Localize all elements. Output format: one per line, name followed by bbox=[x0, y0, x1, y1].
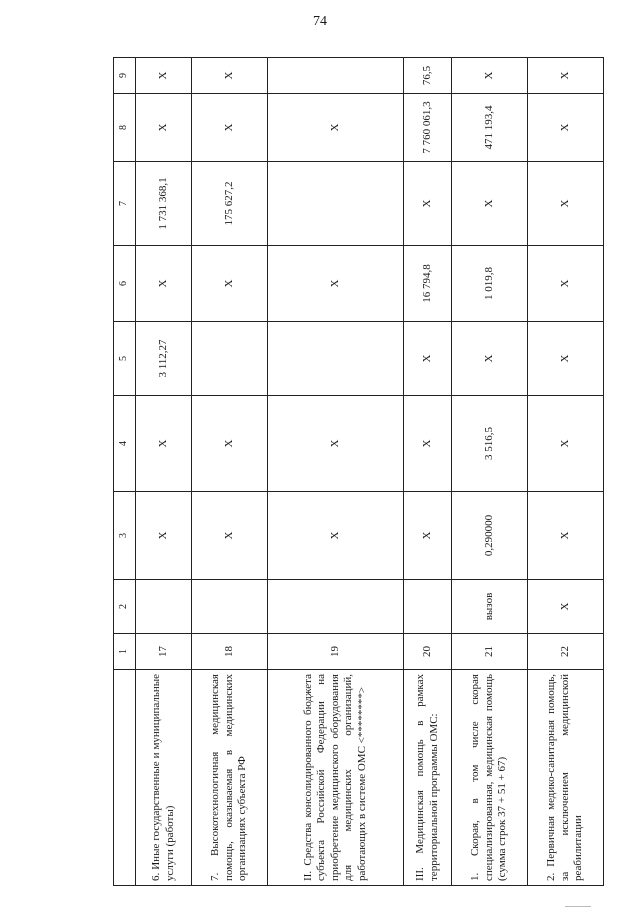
table-cell: X bbox=[268, 396, 404, 492]
table-cell: X bbox=[528, 396, 604, 492]
table-cell bbox=[268, 580, 404, 634]
table-cell: X bbox=[528, 162, 604, 246]
header-cell: 4 bbox=[114, 396, 136, 492]
table-cell bbox=[136, 580, 192, 634]
table-row bbox=[404, 58, 452, 886]
table-cell: X bbox=[268, 94, 404, 162]
page-edge-mark bbox=[565, 906, 591, 907]
table-cell: X bbox=[268, 492, 404, 580]
table-container bbox=[113, 58, 585, 886]
table-cell: 1 731 368,1 bbox=[136, 162, 192, 246]
page-number: 74 bbox=[313, 14, 327, 29]
table-cell: 19 bbox=[268, 634, 404, 670]
header-cell: 5 bbox=[114, 322, 136, 396]
table-cell: 3 112,27 bbox=[136, 322, 192, 396]
header-cell: 3 bbox=[114, 492, 136, 580]
header-cell: 6 bbox=[114, 246, 136, 322]
table-cell: X bbox=[528, 322, 604, 396]
table-cell: 17 bbox=[136, 634, 192, 670]
table-cell: X bbox=[404, 162, 452, 246]
header-cell bbox=[114, 670, 136, 886]
row-name-cell: 6. Иные государственные и муниципальные услуги (работы) bbox=[136, 670, 192, 886]
column-number-row bbox=[114, 58, 136, 886]
table-cell: X bbox=[528, 94, 604, 162]
table-cell: X bbox=[452, 322, 528, 396]
table-cell: 16 794,8 bbox=[404, 246, 452, 322]
table-cell: 1 019,8 bbox=[452, 246, 528, 322]
header-cell: 7 bbox=[114, 162, 136, 246]
rotated-table-frame bbox=[113, 58, 585, 886]
row-name-cell: III. Медицинская помощь в рамках территориальной программы ОМС: bbox=[404, 670, 452, 886]
table-cell: 21 bbox=[452, 634, 528, 670]
table-cell: X bbox=[136, 396, 192, 492]
table-cell: вызов bbox=[452, 580, 528, 634]
table-cell: 175 627,2 bbox=[192, 162, 268, 246]
table-cell: X bbox=[136, 58, 192, 94]
table-cell: 7 760 061,3 bbox=[404, 94, 452, 162]
row-name-cell: 2. Первичная медико-санитарная помощь, за исключением медицинской реабилитации bbox=[528, 670, 604, 886]
table-cell: X bbox=[528, 492, 604, 580]
header-cell: 9 bbox=[114, 58, 136, 94]
table-cell: 22 bbox=[528, 634, 604, 670]
row-name-cell: II. Средства консолидированного бюджета субъекта Российской Федерации на приобретение медицинского оборудования для медицинских организаций, работающих в системе ОМС <********> bbox=[268, 670, 404, 886]
table-row bbox=[268, 58, 404, 886]
financing-table bbox=[113, 57, 604, 886]
header-cell: 8 bbox=[114, 94, 136, 162]
table-cell: X bbox=[192, 246, 268, 322]
table-cell bbox=[192, 580, 268, 634]
table-cell bbox=[192, 322, 268, 396]
table-cell: X bbox=[404, 396, 452, 492]
table-cell: X bbox=[528, 246, 604, 322]
table-cell: X bbox=[136, 94, 192, 162]
table-cell: X bbox=[528, 58, 604, 94]
table-cell: X bbox=[452, 162, 528, 246]
table-cell: 20 bbox=[404, 634, 452, 670]
table-row bbox=[192, 58, 268, 886]
header-cell: 2 bbox=[114, 580, 136, 634]
table-cell: 471 193,4 bbox=[452, 94, 528, 162]
table-cell bbox=[268, 322, 404, 396]
table-cell: 76,5 bbox=[404, 58, 452, 94]
row-name-cell: 1. Скорая, в том числе скорая специализированная, медицинская помощь (сумма строк 37 + 51 + 67) bbox=[452, 670, 528, 886]
table-cell: X bbox=[136, 492, 192, 580]
table-row bbox=[528, 58, 604, 886]
table-cell: X bbox=[192, 58, 268, 94]
table-cell: X bbox=[404, 492, 452, 580]
table-cell bbox=[404, 580, 452, 634]
table-cell: X bbox=[452, 58, 528, 94]
table-row bbox=[452, 58, 528, 886]
table-cell: 18 bbox=[192, 634, 268, 670]
table-cell: X bbox=[192, 396, 268, 492]
table-cell: X bbox=[136, 246, 192, 322]
table-row bbox=[136, 58, 192, 886]
table-cell: X bbox=[192, 94, 268, 162]
header-cell: 1 bbox=[114, 634, 136, 670]
table-cell: X bbox=[192, 492, 268, 580]
table-cell: 0,290000 bbox=[452, 492, 528, 580]
row-name-cell: 7. Высокотехнологичная медицинская помощь, оказываемая в медицинских организациях субъекта РФ bbox=[192, 670, 268, 886]
table-cell bbox=[268, 58, 404, 94]
table-cell bbox=[268, 162, 404, 246]
table-cell: X bbox=[268, 246, 404, 322]
table-cell: 3 516,5 bbox=[452, 396, 528, 492]
table-cell: X bbox=[528, 580, 604, 634]
table-cell: X bbox=[404, 322, 452, 396]
